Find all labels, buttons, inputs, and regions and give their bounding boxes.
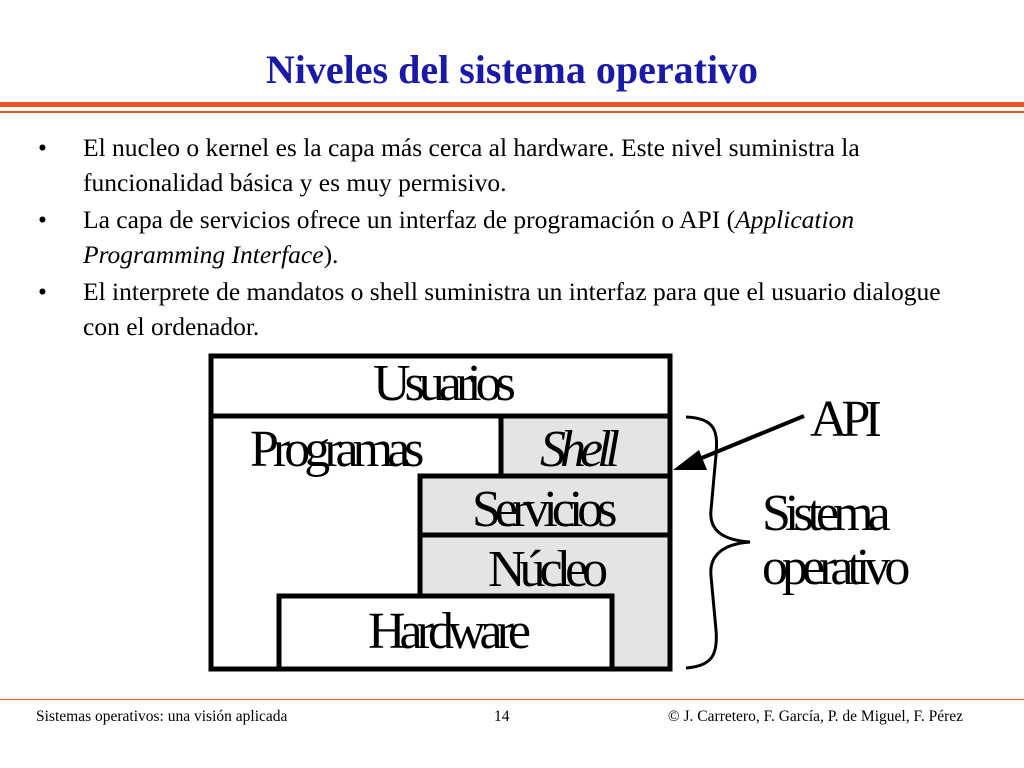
api-label: API xyxy=(810,391,876,448)
hardware-label: Hardware xyxy=(368,603,525,660)
footer-authors: © J. Carretero, F. García, P. de Miguel, F. Pérez xyxy=(667,708,963,725)
footer-rule xyxy=(0,699,1024,700)
programas-label: Programas xyxy=(250,421,419,478)
bullet-text-italic: Application Programming Interface xyxy=(83,205,855,269)
footer-book-title: Sistemas operativos: una visión aplicada xyxy=(36,708,288,725)
bullet-text: El nucleo o kernel es la capa más cerca al hardware. Este nivel suministra la funcionalidad básica y es muy permisivo. xyxy=(83,133,860,197)
sistema-label: Sistema xyxy=(762,485,885,542)
bullet-text: El interprete de mandatos o shell suministra un interfaz para que el usuario dialogue con el ordenador. xyxy=(83,277,941,341)
bullet-text: ). xyxy=(323,240,339,269)
bullet-text: La capa de servicios ofrece un interfaz de programación o API ( xyxy=(83,205,736,234)
bullet-marker: • xyxy=(38,133,47,162)
servicios-label: Servicios xyxy=(472,481,612,538)
bullet-marker: • xyxy=(38,277,47,306)
operativo-label: operativo xyxy=(762,539,905,596)
nucleo-label: Núcleo xyxy=(488,541,603,598)
slide-title: Niveles del sistema operativo xyxy=(265,47,759,92)
shell-label: Shell xyxy=(540,421,614,478)
bullet-marker: • xyxy=(38,205,47,234)
api-arrowhead xyxy=(673,450,707,470)
usuarios-label: Usuarios xyxy=(373,355,510,412)
footer-page-number: 14 xyxy=(494,708,510,725)
